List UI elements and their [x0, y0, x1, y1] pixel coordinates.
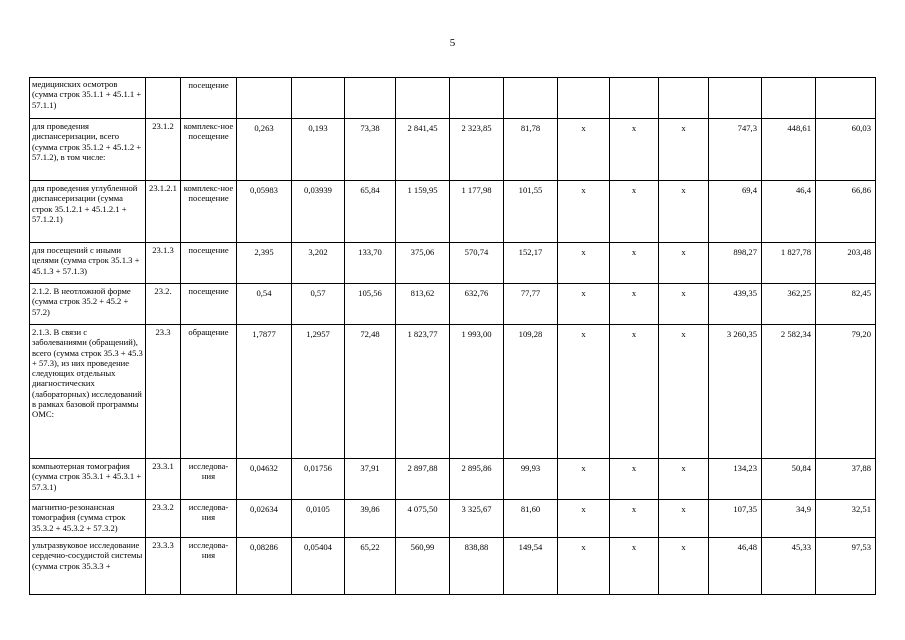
cell-value-9: x: [659, 119, 709, 181]
cell-value-6: 81,60: [504, 500, 558, 538]
row-code: [146, 78, 181, 119]
cell-value-10: 69,4: [709, 181, 762, 243]
cell-value-7: x: [558, 181, 610, 243]
cell-value-11: 50,84: [762, 459, 816, 500]
cell-value-6: 99,93: [504, 459, 558, 500]
row-code: 23.3.1: [146, 459, 181, 500]
row-unit: исследова-ния: [181, 459, 237, 500]
cell-value-12: 60,03: [816, 119, 876, 181]
cell-value-4: 560,99: [396, 538, 450, 595]
cell-value-5: 3 325,67: [450, 500, 504, 538]
cell-value-3: 105,56: [345, 284, 396, 325]
row-unit: посещение: [181, 243, 237, 284]
table-row: [30, 538, 876, 595]
row-code: 23.3.2: [146, 500, 181, 538]
cell-value-6: 149,54: [504, 538, 558, 595]
row-name: магнитно-резонансная томография (сумма строк 35.3.2 + 45.3.2 + 57.3.2): [30, 500, 146, 538]
cell-value-2: 0,193: [292, 119, 345, 181]
cell-value-2: 0,05404: [292, 538, 345, 595]
cell-value-12: 82,45: [816, 284, 876, 325]
cell-value-8: x: [610, 119, 659, 181]
cell-value-4: 1 823,77: [396, 325, 450, 459]
cell-value-11: 362,25: [762, 284, 816, 325]
row-unit: исследова-ния: [181, 500, 237, 538]
cell-value-10: 3 260,35: [709, 325, 762, 459]
cell-value-1: 0,04632: [237, 459, 292, 500]
cell-value-1: 1,7877: [237, 325, 292, 459]
cell-value-3: 65,84: [345, 181, 396, 243]
cell-value-1: 0,08286: [237, 538, 292, 595]
row-name: для проведения углубленной диспансеризации (сумма строк 35.1.2.1 + 45.1.2.1 + 57.1.2.1): [30, 181, 146, 243]
row-name: для посещений с иными целями (сумма строк 35.1.3 + 45.1.3 + 57.1.3): [30, 243, 146, 284]
cell-value-5: 838,88: [450, 538, 504, 595]
cell-value-9: x: [659, 538, 709, 595]
row-name: 2.1.2. В неотложной форме (сумма строк 35.2 + 45.2 + 57.2): [30, 284, 146, 325]
cell-value-10: 107,35: [709, 500, 762, 538]
cell-value-12: 97,53: [816, 538, 876, 595]
cell-value-7: x: [558, 459, 610, 500]
cell-value-11: 2 582,34: [762, 325, 816, 459]
row-unit: обращение: [181, 325, 237, 459]
cell-value-4: [396, 78, 450, 119]
cell-value-12: 79,20: [816, 325, 876, 459]
cell-value-8: x: [610, 459, 659, 500]
cell-value-1: [237, 78, 292, 119]
row-name: медицинских осмотров (сумма строк 35.1.1 + 45.1.1 + 57.1.1): [30, 78, 146, 119]
cell-value-6: 109,28: [504, 325, 558, 459]
cell-value-12: 66,86: [816, 181, 876, 243]
cell-value-2: 0,57: [292, 284, 345, 325]
cell-value-6: 152,17: [504, 243, 558, 284]
cell-value-7: x: [558, 325, 610, 459]
cell-value-12: 37,88: [816, 459, 876, 500]
cell-value-9: x: [659, 181, 709, 243]
cell-value-9: x: [659, 284, 709, 325]
cell-value-5: 570,74: [450, 243, 504, 284]
cell-value-3: 65,22: [345, 538, 396, 595]
cell-value-6: 77,77: [504, 284, 558, 325]
table-row: [30, 284, 876, 325]
row-code: 23.1.3: [146, 243, 181, 284]
cell-value-12: 203,48: [816, 243, 876, 284]
row-code: 23.3.3: [146, 538, 181, 595]
table-row: [30, 325, 876, 459]
cell-value-7: x: [558, 500, 610, 538]
cell-value-4: 4 075,50: [396, 500, 450, 538]
cell-value-6: [504, 78, 558, 119]
cell-value-10: 747,3: [709, 119, 762, 181]
table-row: [30, 500, 876, 538]
row-name: компьютерная томография (сумма строк 35.3.1 + 45.3.1 + 57.3.1): [30, 459, 146, 500]
table-row: [30, 119, 876, 181]
cell-value-1: 0,02634: [237, 500, 292, 538]
cell-value-4: 813,62: [396, 284, 450, 325]
table-row: [30, 243, 876, 284]
table-row: [30, 459, 876, 500]
cell-value-2: 0,01756: [292, 459, 345, 500]
row-name: ультразвуковое исследование сердечно-сосудистой системы (сумма строк 35.3.3 +: [30, 538, 146, 595]
row-unit: исследова-ния: [181, 538, 237, 595]
cell-value-8: x: [610, 181, 659, 243]
cell-value-1: 0,54: [237, 284, 292, 325]
row-unit: посещение: [181, 78, 237, 119]
cell-value-5: 2 323,85: [450, 119, 504, 181]
cell-value-3: 72,48: [345, 325, 396, 459]
cell-value-3: 73,38: [345, 119, 396, 181]
table-body: [30, 78, 876, 595]
cell-value-10: [709, 78, 762, 119]
cell-value-2: 1,2957: [292, 325, 345, 459]
row-code: 23.1.2: [146, 119, 181, 181]
cell-value-9: x: [659, 500, 709, 538]
row-name: для проведения диспансеризации, всего (сумма строк 35.1.2 + 45.1.2 + 57.1.2), в том числе:: [30, 119, 146, 181]
cell-value-9: x: [659, 459, 709, 500]
cell-value-6: 101,55: [504, 181, 558, 243]
cell-value-1: 0,263: [237, 119, 292, 181]
cell-value-11: 45,33: [762, 538, 816, 595]
page-number: 5: [449, 37, 456, 49]
cell-value-11: 46,4: [762, 181, 816, 243]
row-code: 23.2.: [146, 284, 181, 325]
cell-value-2: 3,202: [292, 243, 345, 284]
cell-value-3: [345, 78, 396, 119]
cell-value-5: 1 993,00: [450, 325, 504, 459]
cell-value-3: 133,70: [345, 243, 396, 284]
cell-value-8: x: [610, 243, 659, 284]
cell-value-10: 134,23: [709, 459, 762, 500]
row-code: 23.3: [146, 325, 181, 459]
cell-value-10: 46,48: [709, 538, 762, 595]
cell-value-4: 375,06: [396, 243, 450, 284]
cell-value-6: 81,78: [504, 119, 558, 181]
cell-value-10: 439,35: [709, 284, 762, 325]
data-table: [29, 77, 876, 595]
cell-value-11: [762, 78, 816, 119]
cell-value-5: 632,76: [450, 284, 504, 325]
cell-value-12: [816, 78, 876, 119]
cell-value-8: x: [610, 500, 659, 538]
cell-value-3: 37,91: [345, 459, 396, 500]
cell-value-7: [558, 78, 610, 119]
cell-value-9: x: [659, 325, 709, 459]
cell-value-7: x: [558, 119, 610, 181]
cell-value-11: 34,9: [762, 500, 816, 538]
table-row: [30, 78, 876, 119]
cell-value-1: 2,395: [237, 243, 292, 284]
cell-value-4: 2 897,88: [396, 459, 450, 500]
cell-value-5: [450, 78, 504, 119]
cell-value-5: 2 895,86: [450, 459, 504, 500]
table-row: [30, 181, 876, 243]
cell-value-1: 0,05983: [237, 181, 292, 243]
cell-value-2: 0,0105: [292, 500, 345, 538]
row-unit: посещение: [181, 284, 237, 325]
cell-value-3: 39,86: [345, 500, 396, 538]
row-unit: комплекс-ное посещение: [181, 119, 237, 181]
cell-value-8: [610, 78, 659, 119]
cell-value-2: 0,03939: [292, 181, 345, 243]
cell-value-2: [292, 78, 345, 119]
cell-value-4: 2 841,45: [396, 119, 450, 181]
cell-value-8: x: [610, 325, 659, 459]
cell-value-9: [659, 78, 709, 119]
cell-value-5: 1 177,98: [450, 181, 504, 243]
cell-value-11: 448,61: [762, 119, 816, 181]
cell-value-11: 1 827,78: [762, 243, 816, 284]
cell-value-7: x: [558, 538, 610, 595]
cell-value-8: x: [610, 284, 659, 325]
row-unit: комплекс-ное посещение: [181, 181, 237, 243]
cell-value-12: 32,51: [816, 500, 876, 538]
cell-value-10: 898,27: [709, 243, 762, 284]
cell-value-8: x: [610, 538, 659, 595]
cell-value-9: x: [659, 243, 709, 284]
row-name: 2.1.3. В связи с заболеваниями (обращений), всего (сумма строк 35.3 + 45.3 + 57.3), из них проведение следующих отдельных диагностических (лабораторных) исследований в рамках базовой программы ОМС:: [30, 325, 146, 459]
cell-value-4: 1 159,95: [396, 181, 450, 243]
cell-value-7: x: [558, 243, 610, 284]
row-code: 23.1.2.1: [146, 181, 181, 243]
cell-value-7: x: [558, 284, 610, 325]
